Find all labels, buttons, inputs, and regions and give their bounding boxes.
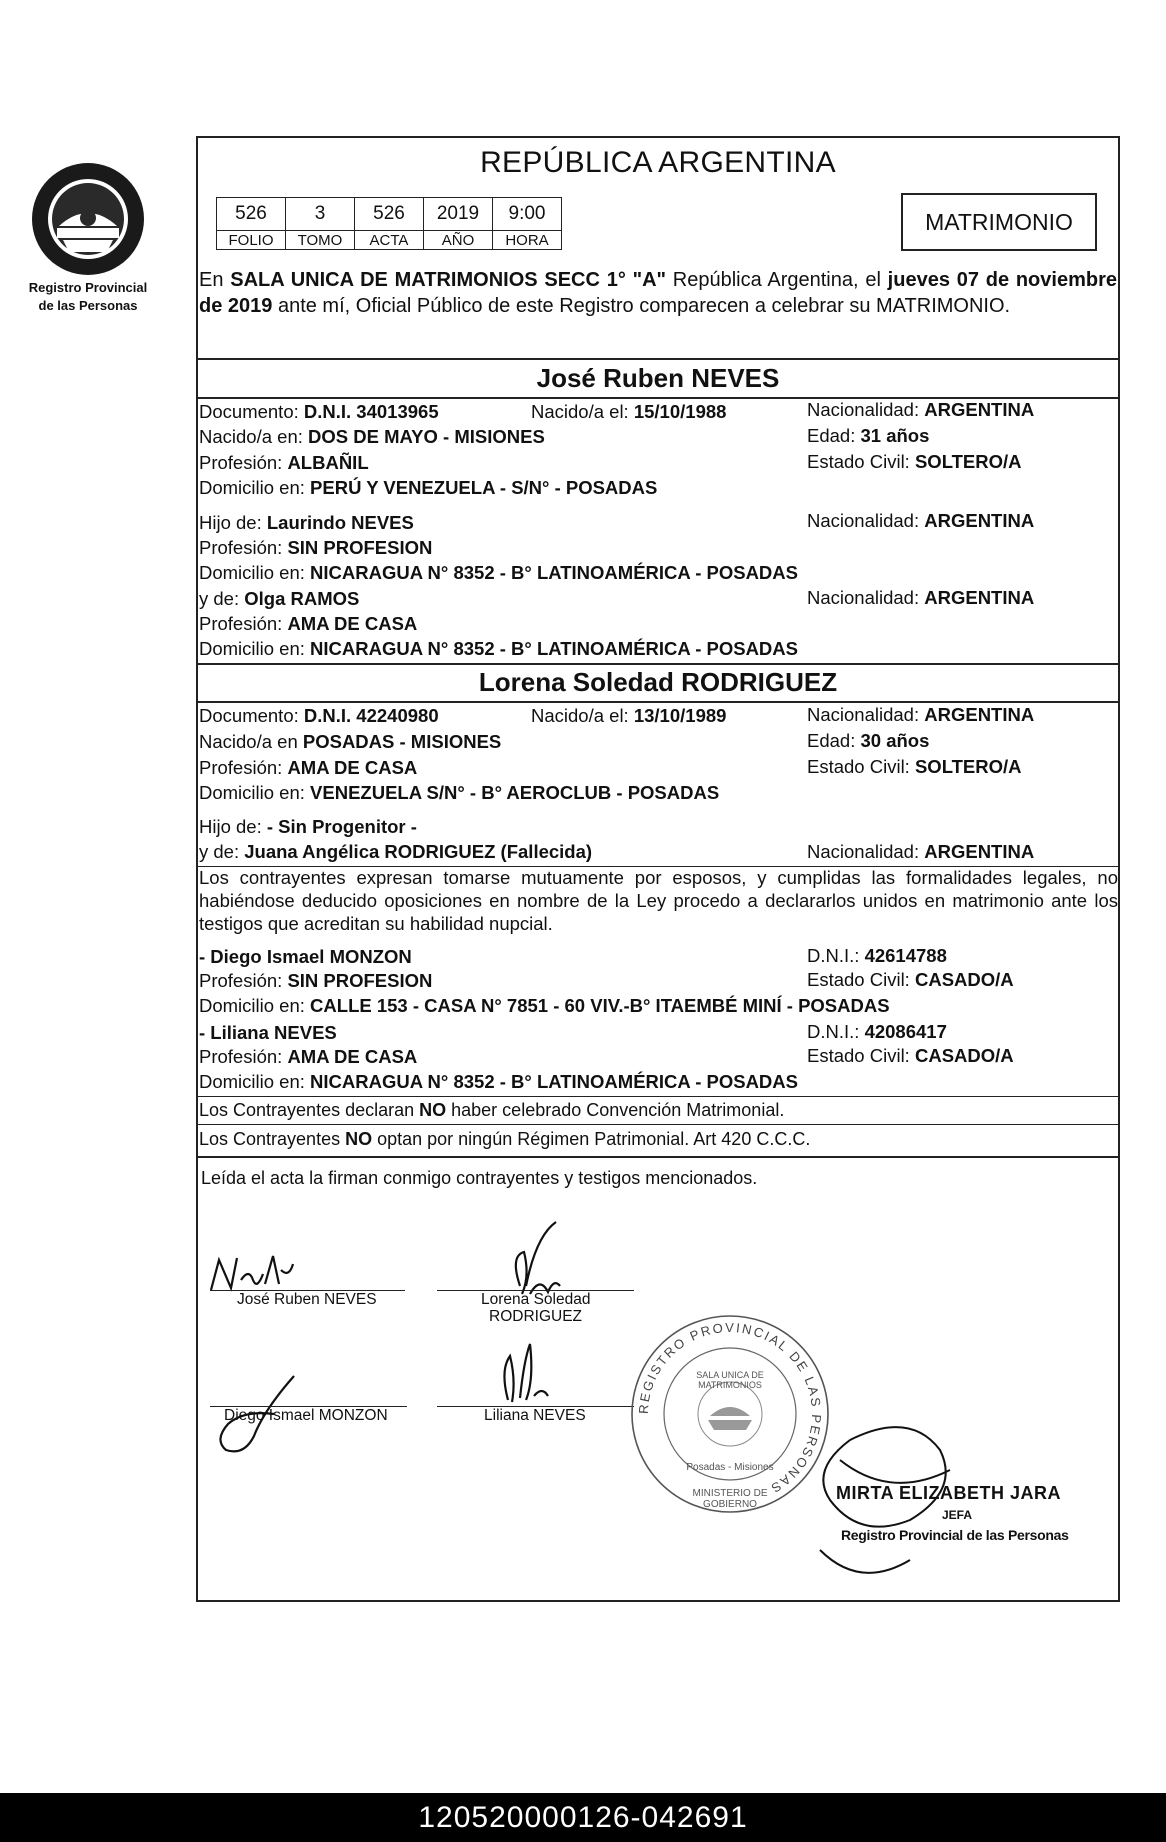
spouse2-nacido-en: Nacido/a en POSADAS - MISIONES xyxy=(199,731,502,752)
spouse2-documento: Documento: D.N.I. 42240980 xyxy=(199,705,439,726)
page-title: REPÚBLICA ARGENTINA xyxy=(480,146,836,179)
registry-table xyxy=(216,197,562,250)
stamp-bottom-text: MINISTERIO DE GOBIERNO xyxy=(692,1488,768,1510)
spouse1-profesion: Profesión: ALBAÑIL xyxy=(199,452,369,473)
spouse1-padre-domicilio: Domicilio en: NICARAGUA N° 8352 - B° LATINOAMÉRICA - POSADAS xyxy=(199,562,798,583)
spouse1-madre-nacionalidad: Nacionalidad: ARGENTINA xyxy=(807,587,1035,608)
spouse1-padre: Hijo de: Laurindo NEVES xyxy=(199,512,414,533)
closing-text: Leída el acta la firman conmigo contrayentes y testigos mencionados. xyxy=(201,1168,758,1188)
logo-caption-1: Registro Provincial xyxy=(28,280,148,295)
spouse1-madre-domicilio: Domicilio en: NICARAGUA N° 8352 - B° LATINOAMÉRICA - POSADAS xyxy=(199,638,798,659)
folio-value: 526 xyxy=(217,198,286,231)
signature-name-liliana: Liliana NEVES xyxy=(484,1407,586,1424)
spouse1-padre-profesion: Profesión: SIN PROFESION xyxy=(199,537,433,558)
witness1-estado-civil: Estado Civil: CASADO/A xyxy=(807,969,1014,990)
signature-name-diego: Diego Ismael MONZON xyxy=(224,1407,388,1424)
acta-label: ACTA xyxy=(355,231,424,250)
signature-name-lorena-1: Lorena Soledad xyxy=(481,1291,591,1308)
officer-name: MIRTA ELIZABETH JARA xyxy=(836,1483,1061,1503)
witness2-profesion: Profesión: AMA DE CASA xyxy=(199,1046,418,1067)
spouse1-edad: Edad: 31 años xyxy=(807,425,930,446)
registry-logo xyxy=(22,160,154,314)
hora-value: 9:00 xyxy=(493,198,562,231)
signature-name-lorena-2: RODRIGUEZ xyxy=(489,1308,582,1325)
spouse2-profesion: Profesión: AMA DE CASA xyxy=(199,757,418,778)
anio-label: AÑO xyxy=(424,231,493,250)
intro-venue: SALA UNICA DE MATRIMONIOS SECC 1° "A" xyxy=(230,269,666,291)
witness1-profesion: Profesión: SIN PROFESION xyxy=(199,970,433,991)
spouse1-estado-civil: Estado Civil: SOLTERO/A xyxy=(807,451,1022,472)
witness2-estado-civil: Estado Civil: CASADO/A xyxy=(807,1045,1014,1066)
divider xyxy=(196,663,1120,665)
spouse2-madre-nacionalidad: Nacionalidad: ARGENTINA xyxy=(807,841,1035,862)
stamp-city-text: Posadas - Misiones xyxy=(686,1462,774,1473)
anio-value: 2019 xyxy=(424,198,493,231)
spouse2-padre: Hijo de: - Sin Progenitor - xyxy=(199,816,417,837)
divider xyxy=(196,1156,1120,1158)
tomo-value: 3 xyxy=(286,198,355,231)
stamp-inner-text: SALA UNICA DE MATRIMONIOS xyxy=(696,1370,764,1390)
spouse1-madre: y de: Olga RAMOS xyxy=(199,588,360,609)
spouse1-madre-profesion: Profesión: AMA DE CASA xyxy=(199,613,418,634)
witness2-dni: D.N.I.: 42086417 xyxy=(807,1021,947,1042)
misiones-seal-icon xyxy=(29,160,147,278)
intro-date: jueves 07 de noviembre de 2019 xyxy=(199,269,1117,317)
divider xyxy=(196,1124,1120,1125)
signature-liliana-icon xyxy=(490,1330,560,1410)
witness1-domicilio: Domicilio en: CALLE 153 - CASA N° 7851 - 60 VIV.-B° ITAEMBÉ MINÍ - POSADAS xyxy=(199,995,890,1016)
spouse2-domicilio: Domicilio en: VENEZUELA S/N° - B° AEROCLUB - POSADAS xyxy=(199,782,720,803)
witness1-name: - Diego Ismael MONZON xyxy=(199,946,412,967)
spouse2-madre: y de: Juana Angélica RODRIGUEZ (Fallecida) xyxy=(199,841,593,862)
spouse1-name: José Ruben NEVES xyxy=(536,363,780,393)
convention-line-2: Los Contrayentes NO optan por ningún Régimen Patrimonial. Art 420 C.C.C. xyxy=(199,1129,811,1149)
divider xyxy=(196,701,1120,703)
signature-name-jose: José Ruben NEVES xyxy=(237,1291,377,1308)
act-type-box: MATRIMONIO xyxy=(901,193,1097,251)
intro-text-2: República Argentina, el xyxy=(666,269,888,291)
divider xyxy=(196,1096,1120,1097)
divider xyxy=(196,358,1120,360)
acta-value: 526 xyxy=(355,198,424,231)
intro-text-3: ante mí, Oficial Público de este Registro comparecen a celebrar su MATRIMONIO. xyxy=(272,295,1011,317)
spouse2-name: Lorena Soledad RODRIGUEZ xyxy=(478,667,838,697)
spouse1-nacido-el: Nacido/a el: 15/10/1988 xyxy=(531,401,727,422)
witness2-domicilio: Domicilio en: NICARAGUA N° 8352 - B° LATINOAMÉRICA - POSADAS xyxy=(199,1071,798,1092)
spouse2-nacido-el: Nacido/a el: 13/10/1989 xyxy=(531,705,727,726)
spouse2-nacionalidad: Nacionalidad: ARGENTINA xyxy=(807,704,1035,725)
witness2-name: - Liliana NEVES xyxy=(199,1022,337,1043)
spouse1-domicilio: Domicilio en: PERÚ Y VENEZUELA - S/N° - POSADAS xyxy=(199,477,658,498)
hora-label: HORA xyxy=(493,231,562,250)
spouse1-nacido-en: Nacido/a en: DOS DE MAYO - MISIONES xyxy=(199,426,545,447)
spouse2-edad: Edad: 30 años xyxy=(807,730,930,751)
officer-role: JEFA xyxy=(942,1508,973,1522)
declaration-paragraph: Los contrayentes expresan tomarse mutuamente por esposos, y cumplidas las formalidades legales, no habiéndose deducido oposiciones en nombre de la Ley procedo a declararlos unidos en matrimonio ante los testigos que acreditan su habilidad nupcial. xyxy=(199,867,1118,934)
spouse2-estado-civil: Estado Civil: SOLTERO/A xyxy=(807,756,1022,777)
convention-line-1: Los Contrayentes declaran NO haber celebrado Convención Matrimonial. xyxy=(199,1100,785,1120)
spouse1-padre-nacionalidad: Nacionalidad: ARGENTINA xyxy=(807,510,1035,531)
officer-org: Registro Provincial de las Personas xyxy=(841,1527,1069,1543)
intro-paragraph xyxy=(199,267,1117,319)
spouse1-nacionalidad: Nacionalidad: ARGENTINA xyxy=(807,399,1035,420)
folio-label: FOLIO xyxy=(217,231,286,250)
spouse1-documento: Documento: D.N.I. 34013965 xyxy=(199,401,439,422)
logo-caption-2: de las Personas xyxy=(38,298,138,313)
intro-text-1: En xyxy=(199,269,231,291)
signature-jose-icon xyxy=(205,1250,295,1295)
tomo-label: TOMO xyxy=(286,231,355,250)
footer-code: 120520000126-042691 xyxy=(0,1793,1166,1842)
witness1-dni: D.N.I.: 42614788 xyxy=(807,945,947,966)
stamp-outer-text: REGISTRO PROVINCIAL DE LAS PERSONAS xyxy=(635,1319,825,1497)
